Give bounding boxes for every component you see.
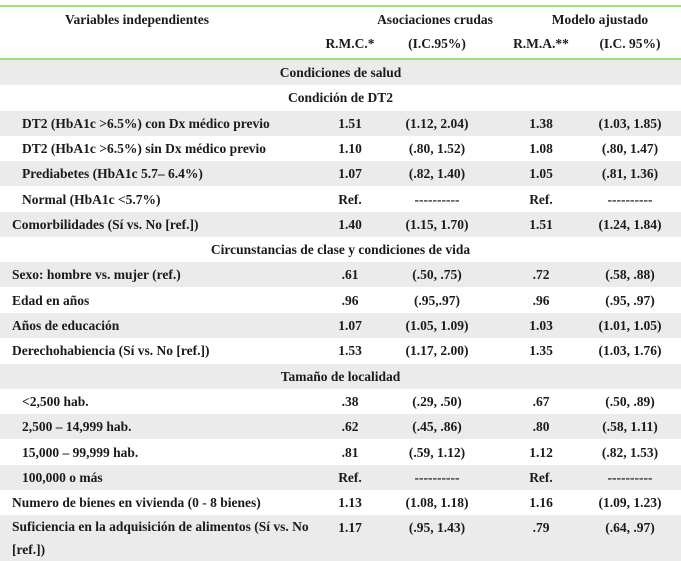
- rma-value: 1.16: [529, 495, 553, 511]
- header-variables: Variables independientes: [65, 12, 209, 27]
- variable-label: Derechohabiencia (Sí vs. No [ref.]): [12, 343, 210, 359]
- ic-adjusted-value: (.64, .97): [605, 520, 655, 536]
- ic-crude-value: (.82, 1.40): [408, 166, 466, 182]
- table-row: [0, 288, 681, 313]
- rmc-value: 1.10: [338, 140, 362, 156]
- variable-label: 100,000 o más: [22, 469, 103, 485]
- rma-value: 1.51: [529, 216, 553, 232]
- rma-value: Ref.: [529, 191, 553, 207]
- ic-adjusted-value: (1.01, 1.05): [598, 318, 662, 333]
- ic-adjusted-value: (1.03, 1.85): [598, 115, 662, 131]
- header-rma: R.M.A.**: [513, 36, 569, 51]
- header-ic-adjusted: (I.C. 95%): [599, 36, 661, 51]
- variable-label: Comorbilidades (Sí vs. No [ref.]): [12, 216, 199, 232]
- ic-crude-value: ----------: [414, 191, 460, 207]
- rma-value: .79: [532, 520, 550, 536]
- header-rmc: R.M.C.*: [325, 36, 375, 51]
- rmc-value: .61: [341, 267, 359, 283]
- section-title: Condiciones de salud: [279, 65, 402, 80]
- ic-crude-value: (.80, 1.52): [408, 140, 466, 156]
- table-row: [0, 262, 681, 287]
- ic-adjusted-value: (1.09, 1.23): [598, 495, 662, 511]
- variable-label: DT2 (HbA1c >6.5%) sin Dx médico previo: [22, 140, 267, 156]
- rmc-value: .38: [341, 393, 359, 409]
- section-header-row: [0, 364, 681, 389]
- ic-crude-value: (1.08, 1.18): [405, 495, 469, 511]
- variable-label: DT2 (HbA1c >6.5%) con Dx médico previo: [22, 115, 270, 131]
- rmc-value: 1.40: [338, 216, 362, 232]
- section-header-row: [0, 60, 681, 85]
- table-row: [0, 313, 681, 338]
- ic-crude-value: (.59, 1.12): [408, 444, 466, 460]
- header-crude: Asociaciones crudas: [377, 12, 493, 27]
- ic-crude-value: (.29, .50): [412, 393, 462, 409]
- ic-adjusted-value: ----------: [607, 469, 653, 485]
- ic-adjusted-value: (.50, .89): [605, 393, 655, 409]
- ic-crude-value: ----------: [414, 469, 460, 485]
- ic-adjusted-value: (.95, .97): [605, 292, 655, 308]
- table-row: [0, 440, 681, 465]
- rmc-value: 1.51: [338, 115, 362, 131]
- ic-adjusted-value: (1.24, 1.84): [598, 216, 662, 232]
- ic-crude-value: (.95,.97): [413, 292, 461, 308]
- table-row: [0, 111, 681, 136]
- table-row: [0, 136, 681, 161]
- rmc-value: .81: [341, 444, 359, 460]
- table-row: [0, 161, 681, 186]
- table-row: [0, 414, 681, 439]
- rmc-value: Ref.: [338, 469, 362, 485]
- rmc-value: .62: [341, 419, 359, 435]
- variable-label: Numero de bienes en vivienda (0 - 8 bienes): [12, 495, 261, 511]
- variable-label: Prediabetes (HbA1c 5.7– 6.4%): [22, 166, 203, 182]
- ic-crude-value: (1.12, 2.04): [405, 115, 469, 131]
- section-title: Circunstancias de clase y condiciones de vida: [210, 242, 471, 258]
- rmc-value: .96: [341, 292, 359, 308]
- table-row: [0, 187, 681, 212]
- rma-value: Ref.: [529, 469, 553, 485]
- ic-adjusted-value: (.58, .88): [605, 267, 655, 283]
- ic-adjusted-value: ----------: [607, 191, 653, 207]
- rma-value: 1.35: [529, 343, 553, 359]
- variable-label: 2,500 – 14,999 hab.: [22, 419, 132, 435]
- ic-adjusted-value: (.80, 1.47): [601, 140, 659, 156]
- rmc-value: 1.07: [338, 318, 362, 333]
- table-row: [0, 338, 681, 363]
- ic-adjusted-value: (.82, 1.53): [601, 444, 659, 460]
- ic-crude-value: (1.15, 1.70): [405, 216, 469, 232]
- ic-adjusted-value: (.58, 1.11): [602, 419, 658, 435]
- rmc-value: Ref.: [338, 191, 362, 207]
- rma-value: 1.08: [529, 140, 553, 156]
- rmc-value: 1.07: [338, 166, 362, 182]
- variable-label: Suficiencia en la adquisición de alimentos (Sí vs. No [ref.]): [12, 519, 309, 558]
- variable-label: 15,000 – 99,999 hab.: [22, 444, 139, 460]
- section-title: Condición de DT2: [287, 90, 394, 106]
- rma-value: .72: [532, 267, 550, 283]
- variable-label: <2,500 hab.: [22, 393, 89, 409]
- ic-crude-value: (1.05, 1.09): [405, 318, 469, 333]
- ic-adjusted-value: (.81, 1.36): [601, 166, 659, 182]
- rma-value: 1.12: [529, 444, 553, 460]
- section-title: Tamaño de localidad: [280, 368, 401, 384]
- ic-crude-value: (.50, .75): [412, 267, 462, 283]
- ic-crude-value: (.95, 1.43): [408, 520, 466, 536]
- table-row: [0, 465, 681, 490]
- variable-label: Años de educación: [12, 318, 120, 333]
- header-adjusted: Modelo ajustado: [551, 12, 649, 27]
- rmc-value: 1.53: [338, 343, 362, 359]
- rma-value: .80: [532, 419, 550, 435]
- header-ic-crude: (I.C.95%): [408, 36, 466, 51]
- ic-crude-value: (.45, .86): [412, 419, 462, 435]
- rma-value: .96: [532, 292, 550, 308]
- table-row: [0, 490, 681, 515]
- ic-adjusted-value: (1.03, 1.76): [598, 343, 662, 359]
- rmc-value: 1.13: [338, 495, 362, 511]
- table-row: [0, 389, 681, 414]
- table-row: [0, 212, 681, 237]
- rma-value: 1.05: [529, 166, 553, 182]
- section-header-row: [0, 85, 681, 110]
- rmc-value: 1.17: [338, 520, 362, 536]
- section-header-row: [0, 237, 681, 262]
- rma-value: 1.03: [529, 318, 553, 333]
- ic-crude-value: (1.17, 2.00): [405, 343, 469, 359]
- top-rule: [0, 5, 681, 7]
- table-row: [0, 515, 681, 561]
- variable-label: Sexo: hombre vs. mujer (ref.): [12, 267, 181, 283]
- rma-value: .67: [532, 393, 550, 409]
- variable-label: Edad en años: [12, 292, 90, 308]
- variable-label: Normal (HbA1c <5.7%): [22, 191, 161, 207]
- rma-value: 1.38: [529, 115, 553, 131]
